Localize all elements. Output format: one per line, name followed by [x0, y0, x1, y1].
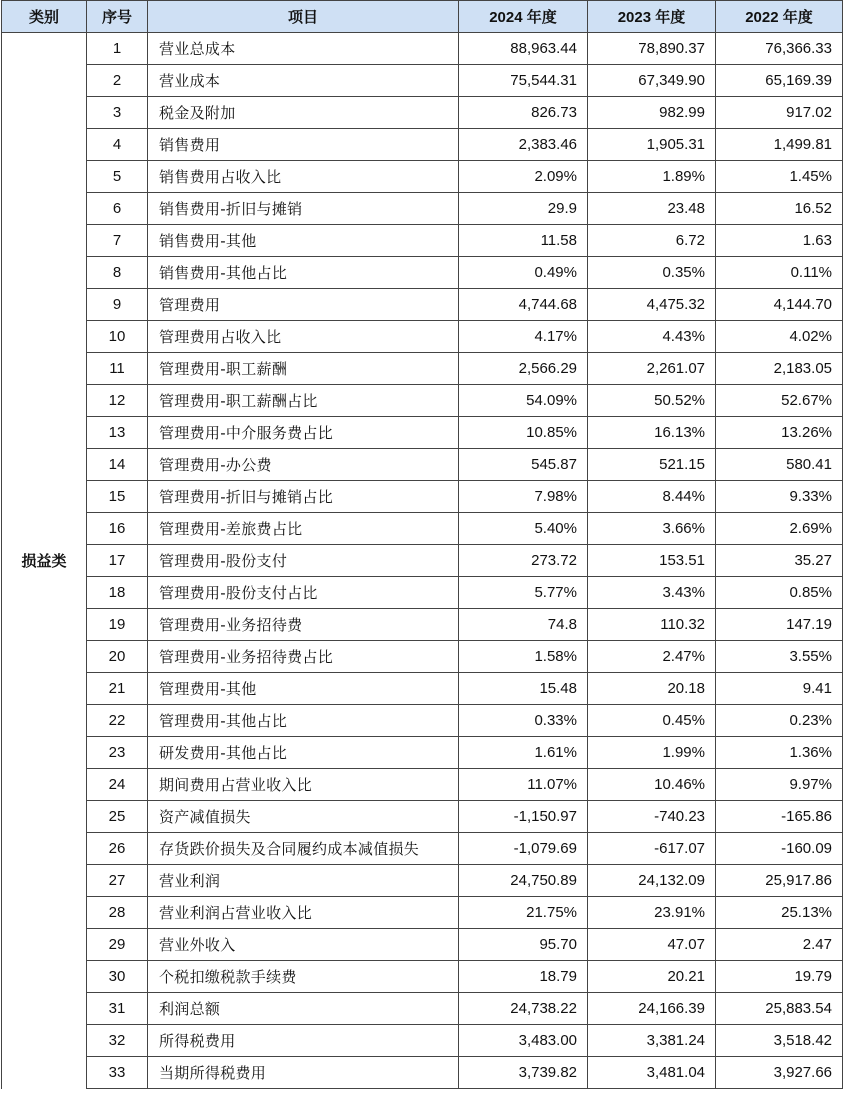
item-cell: 营业利润	[148, 865, 459, 897]
value-2022-cell: 3.55%	[716, 641, 843, 673]
value-2023-cell: 3.66%	[588, 513, 716, 545]
item-cell: 销售费用占收入比	[148, 161, 459, 193]
table-row	[2, 961, 843, 993]
value-2022-cell: 35.27	[716, 545, 843, 577]
value-2024-cell: 545.87	[459, 449, 588, 481]
value-2023-cell: 67,349.90	[588, 65, 716, 97]
seq-cell: 11	[87, 353, 148, 385]
value-2023-cell: 50.52%	[588, 385, 716, 417]
value-2022-cell: 13.26%	[716, 417, 843, 449]
value-2022-cell: 76,366.33	[716, 33, 843, 65]
value-2023-cell: 23.91%	[588, 897, 716, 929]
value-2023-cell: 20.18	[588, 673, 716, 705]
value-2022-cell: 25,917.86	[716, 865, 843, 897]
seq-cell: 13	[87, 417, 148, 449]
item-cell: 营业成本	[148, 65, 459, 97]
table-row	[2, 417, 843, 449]
value-2023-cell: 6.72	[588, 225, 716, 257]
value-2023-cell: 0.35%	[588, 257, 716, 289]
seq-cell: 10	[87, 321, 148, 353]
item-cell: 管理费用-职工薪酬占比	[148, 385, 459, 417]
value-2022-cell: 1.63	[716, 225, 843, 257]
item-cell: 营业总成本	[148, 33, 459, 65]
value-2023-cell: 4,475.32	[588, 289, 716, 321]
item-cell: 资产减值损失	[148, 801, 459, 833]
table-row	[2, 705, 843, 737]
value-2023-cell: 8.44%	[588, 481, 716, 513]
table-row	[2, 833, 843, 865]
table-row	[2, 993, 843, 1025]
value-2024-cell: 3,483.00	[459, 1025, 588, 1057]
value-2024-cell: 4.17%	[459, 321, 588, 353]
seq-cell: 12	[87, 385, 148, 417]
value-2022-cell: 147.19	[716, 609, 843, 641]
table-row	[2, 193, 843, 225]
value-2023-cell: 23.48	[588, 193, 716, 225]
table-row	[2, 449, 843, 481]
seq-cell: 29	[87, 929, 148, 961]
value-2024-cell: 2,566.29	[459, 353, 588, 385]
value-2024-cell: -1,150.97	[459, 801, 588, 833]
value-2023-cell: 110.32	[588, 609, 716, 641]
value-2023-cell: -617.07	[588, 833, 716, 865]
value-2022-cell: 4.02%	[716, 321, 843, 353]
value-2022-cell: 917.02	[716, 97, 843, 129]
item-cell: 管理费用-职工薪酬	[148, 353, 459, 385]
value-2024-cell: 24,750.89	[459, 865, 588, 897]
item-cell: 管理费用	[148, 289, 459, 321]
value-2023-cell: 982.99	[588, 97, 716, 129]
item-cell: 税金及附加	[148, 97, 459, 129]
table-row	[2, 1057, 843, 1089]
item-cell: 销售费用-折旧与摊销	[148, 193, 459, 225]
seq-cell: 22	[87, 705, 148, 737]
seq-cell: 18	[87, 577, 148, 609]
seq-cell: 16	[87, 513, 148, 545]
item-cell: 利润总额	[148, 993, 459, 1025]
seq-cell: 2	[87, 65, 148, 97]
seq-cell: 30	[87, 961, 148, 993]
value-2023-cell: 78,890.37	[588, 33, 716, 65]
value-2022-cell: 1.45%	[716, 161, 843, 193]
item-cell: 期间费用占营业收入比	[148, 769, 459, 801]
table-row	[2, 673, 843, 705]
header-2022: 2022 年度	[716, 1, 843, 33]
table-row	[2, 321, 843, 353]
seq-cell: 6	[87, 193, 148, 225]
value-2022-cell: 9.41	[716, 673, 843, 705]
value-2023-cell: 24,166.39	[588, 993, 716, 1025]
value-2024-cell: 54.09%	[459, 385, 588, 417]
value-2022-cell: 4,144.70	[716, 289, 843, 321]
table-row	[2, 385, 843, 417]
value-2023-cell: 0.45%	[588, 705, 716, 737]
item-cell: 管理费用-股份支付占比	[148, 577, 459, 609]
table-row	[2, 129, 843, 161]
seq-cell: 21	[87, 673, 148, 705]
value-2022-cell: 2.69%	[716, 513, 843, 545]
seq-cell: 17	[87, 545, 148, 577]
value-2022-cell: 1.36%	[716, 737, 843, 769]
value-2022-cell: 580.41	[716, 449, 843, 481]
value-2024-cell: 88,963.44	[459, 33, 588, 65]
seq-cell: 26	[87, 833, 148, 865]
table-row	[2, 801, 843, 833]
value-2022-cell: 3,518.42	[716, 1025, 843, 1057]
table-row	[2, 769, 843, 801]
value-2023-cell: 24,132.09	[588, 865, 716, 897]
table-row	[2, 33, 843, 65]
value-2023-cell: 3,381.24	[588, 1025, 716, 1057]
item-cell: 销售费用-其他	[148, 225, 459, 257]
item-cell: 当期所得税费用	[148, 1057, 459, 1089]
table-row	[2, 65, 843, 97]
value-2024-cell: 826.73	[459, 97, 588, 129]
value-2022-cell: 2.47	[716, 929, 843, 961]
item-cell: 管理费用-业务招待费	[148, 609, 459, 641]
seq-cell: 31	[87, 993, 148, 1025]
value-2023-cell: -740.23	[588, 801, 716, 833]
value-2023-cell: 10.46%	[588, 769, 716, 801]
header-2024: 2024 年度	[459, 1, 588, 33]
value-2023-cell: 1.89%	[588, 161, 716, 193]
seq-cell: 28	[87, 897, 148, 929]
seq-cell: 1	[87, 33, 148, 65]
value-2023-cell: 153.51	[588, 545, 716, 577]
value-2023-cell: 2,261.07	[588, 353, 716, 385]
seq-cell: 20	[87, 641, 148, 673]
seq-cell: 7	[87, 225, 148, 257]
table-row	[2, 353, 843, 385]
seq-cell: 32	[87, 1025, 148, 1057]
seq-cell: 3	[87, 97, 148, 129]
value-2022-cell: 9.97%	[716, 769, 843, 801]
header-category: 类别	[2, 1, 87, 33]
item-cell: 管理费用-折旧与摊销占比	[148, 481, 459, 513]
value-2022-cell: 0.85%	[716, 577, 843, 609]
item-cell: 营业外收入	[148, 929, 459, 961]
header-row	[2, 1, 843, 33]
table-row	[2, 1025, 843, 1057]
seq-cell: 5	[87, 161, 148, 193]
item-cell: 营业利润占营业收入比	[148, 897, 459, 929]
table-row	[2, 161, 843, 193]
value-2023-cell: 1.99%	[588, 737, 716, 769]
value-2023-cell: 1,905.31	[588, 129, 716, 161]
seq-cell: 15	[87, 481, 148, 513]
value-2022-cell: -165.86	[716, 801, 843, 833]
item-cell: 销售费用	[148, 129, 459, 161]
value-2024-cell: 1.61%	[459, 737, 588, 769]
item-cell: 销售费用-其他占比	[148, 257, 459, 289]
value-2024-cell: 11.07%	[459, 769, 588, 801]
value-2022-cell: 19.79	[716, 961, 843, 993]
value-2022-cell: 16.52	[716, 193, 843, 225]
table-row	[2, 513, 843, 545]
value-2024-cell: 7.98%	[459, 481, 588, 513]
seq-cell: 25	[87, 801, 148, 833]
value-2023-cell: 20.21	[588, 961, 716, 993]
value-2022-cell: 0.23%	[716, 705, 843, 737]
table-row	[2, 481, 843, 513]
item-cell: 个税扣缴税款手续费	[148, 961, 459, 993]
table-row	[2, 737, 843, 769]
value-2024-cell: 95.70	[459, 929, 588, 961]
value-2022-cell: 0.11%	[716, 257, 843, 289]
value-2024-cell: 74.8	[459, 609, 588, 641]
value-2023-cell: 2.47%	[588, 641, 716, 673]
seq-cell: 33	[87, 1057, 148, 1089]
table-row	[2, 865, 843, 897]
value-2024-cell: 5.77%	[459, 577, 588, 609]
header-seq: 序号	[87, 1, 148, 33]
value-2024-cell: 3,739.82	[459, 1057, 588, 1089]
value-2024-cell: 75,544.31	[459, 65, 588, 97]
item-cell: 管理费用占收入比	[148, 321, 459, 353]
value-2024-cell: 15.48	[459, 673, 588, 705]
value-2024-cell: 0.33%	[459, 705, 588, 737]
seq-cell: 24	[87, 769, 148, 801]
value-2024-cell: 2.09%	[459, 161, 588, 193]
item-cell: 管理费用-其他	[148, 673, 459, 705]
value-2023-cell: 16.13%	[588, 417, 716, 449]
table-row	[2, 929, 843, 961]
header-2023: 2023 年度	[588, 1, 716, 33]
value-2024-cell: 11.58	[459, 225, 588, 257]
value-2024-cell: 18.79	[459, 961, 588, 993]
item-cell: 管理费用-其他占比	[148, 705, 459, 737]
table-row	[2, 545, 843, 577]
seq-cell: 23	[87, 737, 148, 769]
value-2024-cell: 0.49%	[459, 257, 588, 289]
value-2024-cell: 21.75%	[459, 897, 588, 929]
value-2023-cell: 3,481.04	[588, 1057, 716, 1089]
value-2024-cell: 24,738.22	[459, 993, 588, 1025]
value-2022-cell: 52.67%	[716, 385, 843, 417]
header-item: 项目	[148, 1, 459, 33]
item-cell: 管理费用-股份支付	[148, 545, 459, 577]
value-2024-cell: 1.58%	[459, 641, 588, 673]
seq-cell: 9	[87, 289, 148, 321]
value-2022-cell: 3,927.66	[716, 1057, 843, 1089]
value-2023-cell: 521.15	[588, 449, 716, 481]
item-cell: 管理费用-办公费	[148, 449, 459, 481]
table-row	[2, 289, 843, 321]
value-2024-cell: 5.40%	[459, 513, 588, 545]
seq-cell: 4	[87, 129, 148, 161]
item-cell: 管理费用-业务招待费占比	[148, 641, 459, 673]
value-2024-cell: -1,079.69	[459, 833, 588, 865]
seq-cell: 8	[87, 257, 148, 289]
financial-table	[1, 0, 843, 1089]
value-2022-cell: 25,883.54	[716, 993, 843, 1025]
item-cell: 管理费用-差旅费占比	[148, 513, 459, 545]
table-row	[2, 609, 843, 641]
seq-cell: 27	[87, 865, 148, 897]
value-2024-cell: 10.85%	[459, 417, 588, 449]
value-2024-cell: 4,744.68	[459, 289, 588, 321]
value-2022-cell: 9.33%	[716, 481, 843, 513]
table-row	[2, 97, 843, 129]
table-row	[2, 577, 843, 609]
table-row	[2, 641, 843, 673]
item-cell: 存货跌价损失及合同履约成本减值损失	[148, 833, 459, 865]
value-2023-cell: 47.07	[588, 929, 716, 961]
category-cell: 损益类	[2, 33, 87, 1089]
table-row	[2, 897, 843, 929]
item-cell: 研发费用-其他占比	[148, 737, 459, 769]
value-2023-cell: 4.43%	[588, 321, 716, 353]
seq-cell: 14	[87, 449, 148, 481]
value-2023-cell: 3.43%	[588, 577, 716, 609]
value-2022-cell: 1,499.81	[716, 129, 843, 161]
value-2024-cell: 29.9	[459, 193, 588, 225]
value-2022-cell: 65,169.39	[716, 65, 843, 97]
value-2022-cell: 2,183.05	[716, 353, 843, 385]
value-2022-cell: -160.09	[716, 833, 843, 865]
seq-cell: 19	[87, 609, 148, 641]
table-row	[2, 225, 843, 257]
item-cell: 所得税费用	[148, 1025, 459, 1057]
table-row	[2, 257, 843, 289]
table-body	[2, 33, 843, 1089]
table-header	[2, 1, 843, 33]
item-cell: 管理费用-中介服务费占比	[148, 417, 459, 449]
value-2024-cell: 2,383.46	[459, 129, 588, 161]
value-2022-cell: 25.13%	[716, 897, 843, 929]
value-2024-cell: 273.72	[459, 545, 588, 577]
